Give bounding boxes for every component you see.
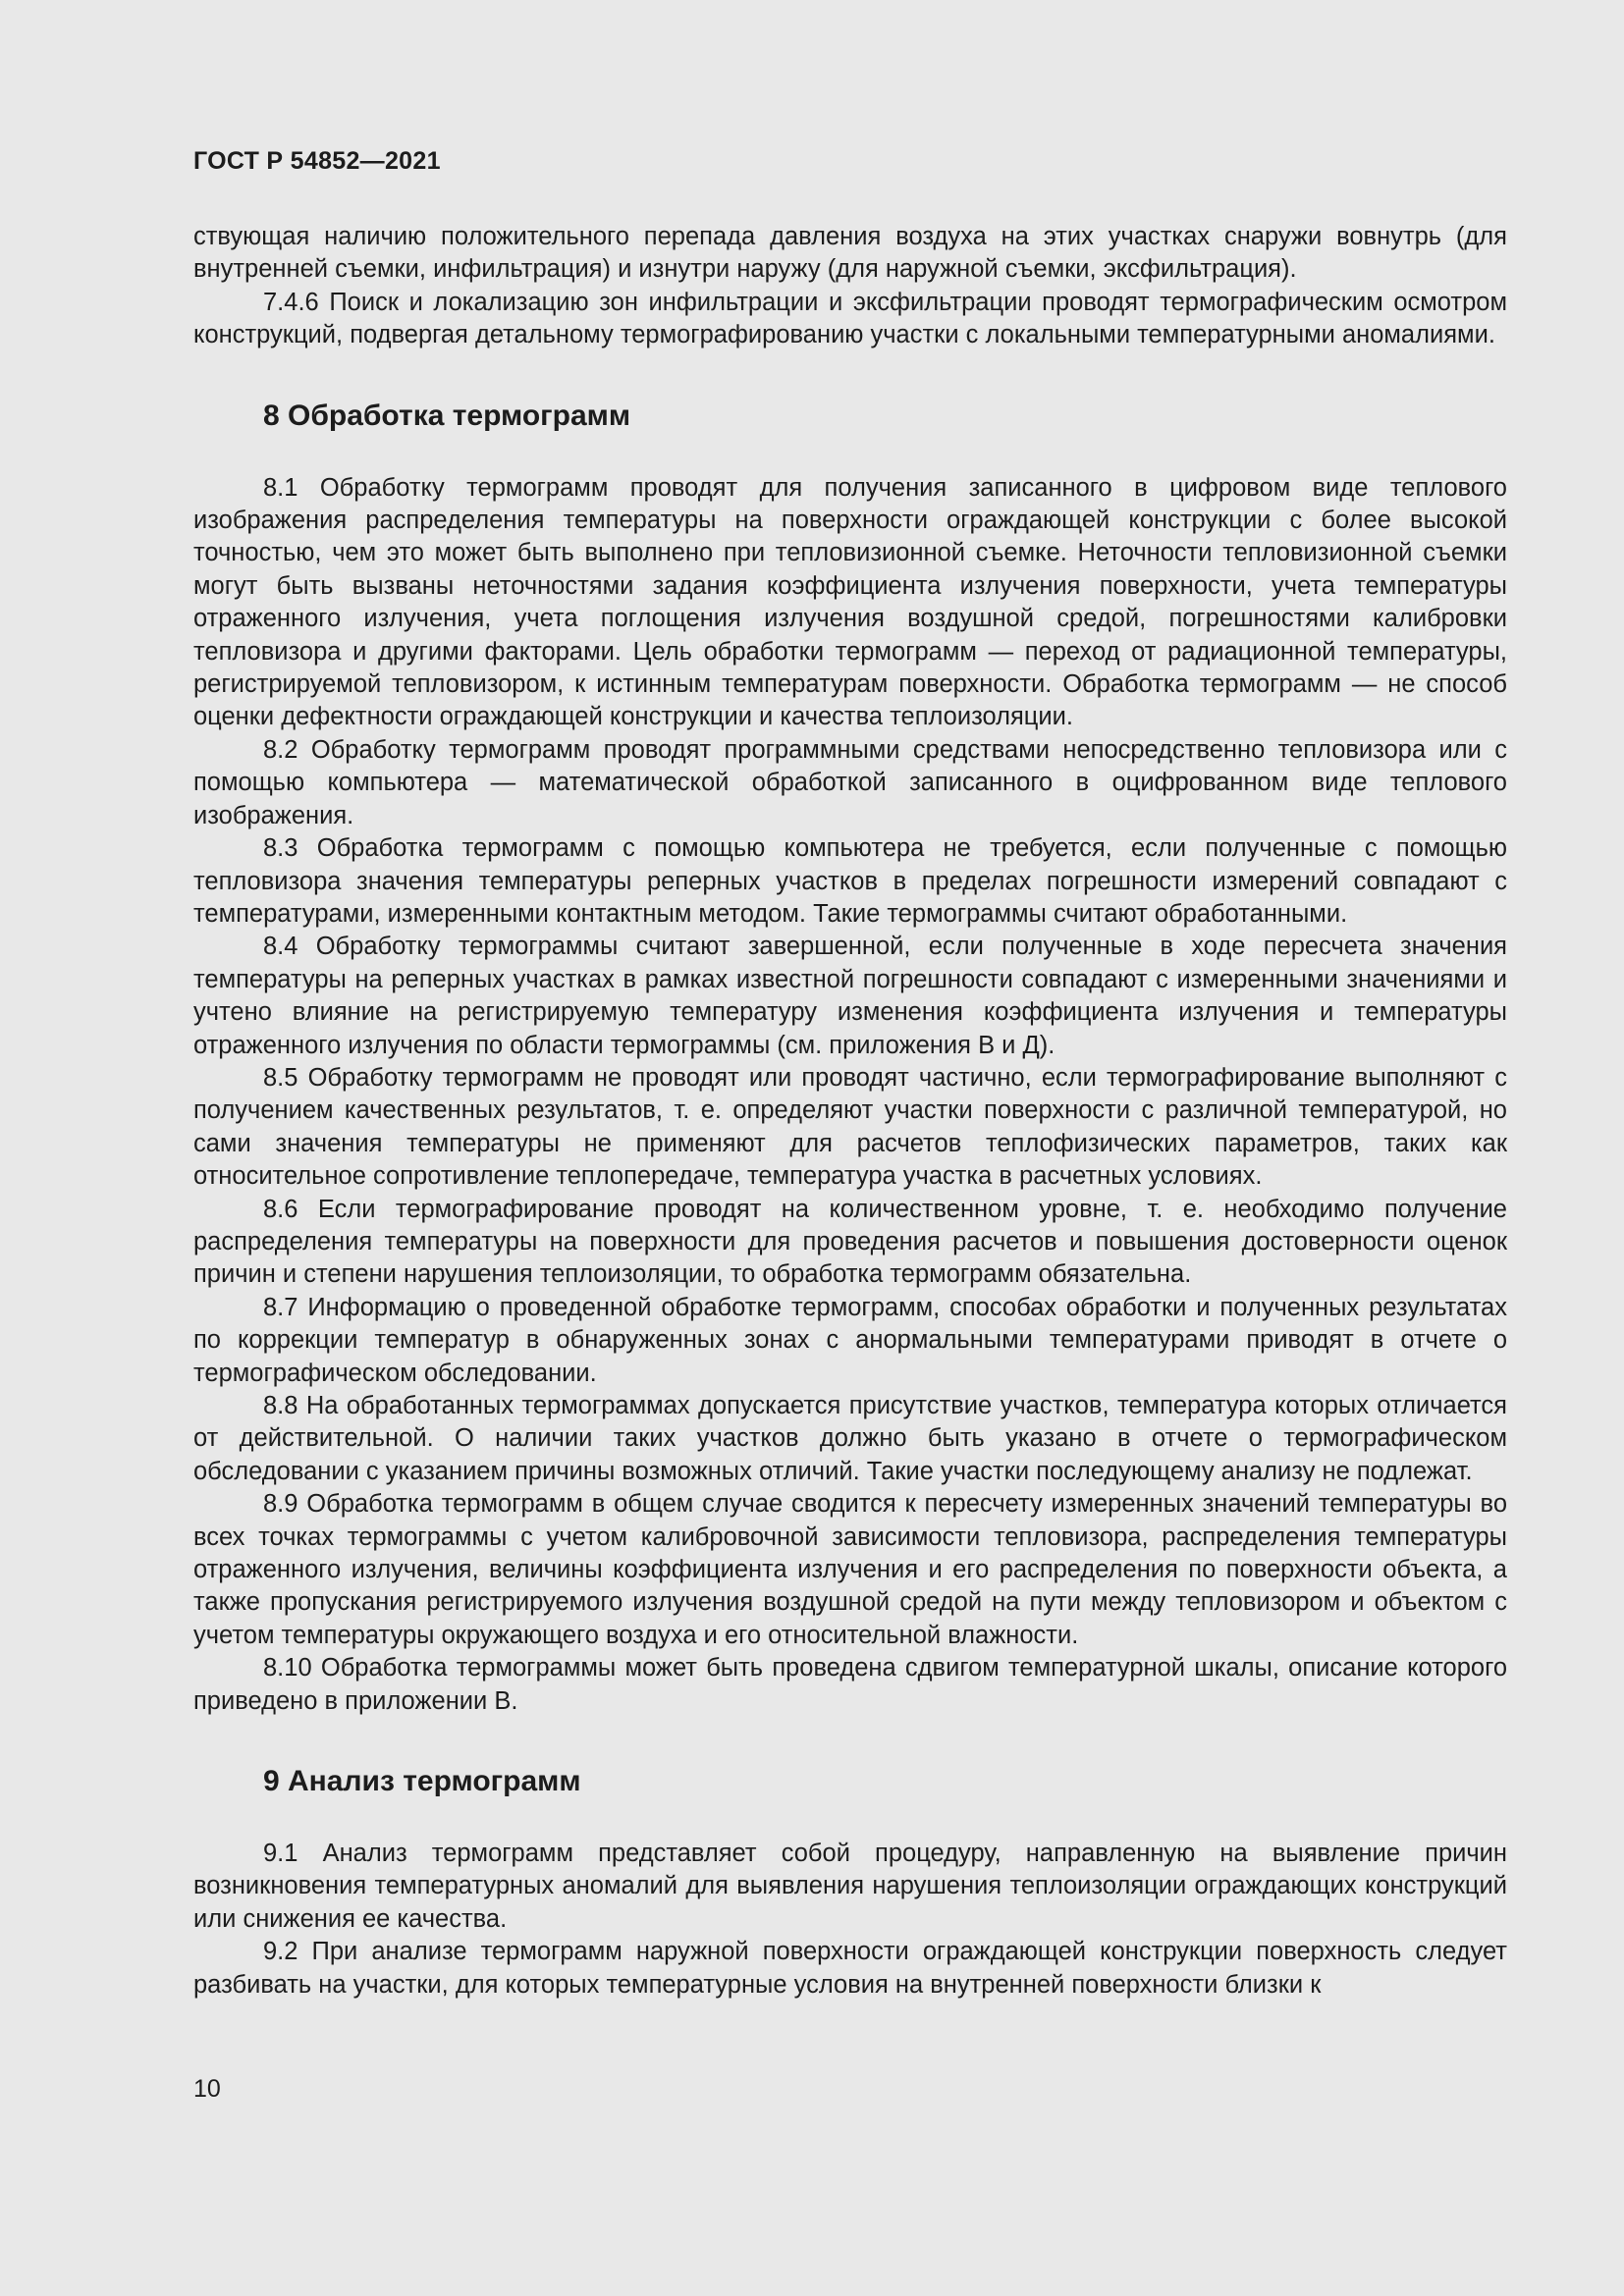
paragraph-9-1: 9.1 Анализ термограмм представляет собой процедуру, направленную на выявление причин возникновения температурных аномалий для выявления нарушения теплоизоляции ограждающих конструкций или снижения ее качества. [193,1840,1507,1933]
paragraph-8-2: 8.2 Обработку термограмм проводят программными средствами непосредственно тепловизора или с помощью компьютера — математической обработкой записанного в оцифрованном виде теплового изображения. [193,735,1507,829]
paragraph-continued: ствующая наличию положительного перепада давления воздуха на этих участках снаружи вовнутрь (для внутренней съемки, инфильтрация) и изнутри наружу (для наружной съемки, эксфильтрация). [193,223,1507,284]
paragraph-8-10: 8.10 Обработка термограммы может быть проведена сдвигом температурной шкалы, описание которого приведено в приложении В. [193,1654,1507,1715]
document-page [193,147,1507,2002]
section-8-heading: 8 Обработка термограмм [263,399,631,432]
paragraph-8-6: 8.6 Если термографирование проводят на количественном уровне, т. е. необходимо получение распределения температуры на поверхности для проведения расчетов и повышения достоверности оценок причин и степени нарушения теплоизоляции, то обработка термограмм обязательна. [193,1195,1507,1289]
paragraph-9-2: 9.2 При анализе термограмм наружной поверхности ограждающей конструкции поверхность следует разбивать на участки, для которых температурные условия на внутренней поверхности близки к [193,1938,1507,1999]
paragraph-7-4-6: 7.4.6 Поиск и локализацию зон инфильтрации и эксфильтрации проводят термографическим осмотром конструкций, подвергая детальному термографированию участки с локальными температурными аномалиями. [193,288,1507,349]
document-header: ГОСТ Р 54852—2021 [193,147,441,175]
paragraph-8-1: 8.1 Обработку термограмм проводят для получения записанного в цифровом виде теплового изображения распределения температуры на поверхности ограждающей конструкции с более высокой точностью, чем это может быть выполнено при тепловизионной съемке. Неточности тепловизионной съемки могут быть вызваны неточностями задания коэффициента излучения поверхности, учета температуры отраженного излучения, учета поглощения излучения воздушной средой, погрешностями калибровки тепловизора и другими факторами. Цель обработки термограмм — переход от радиационной температуры, регистрируемой тепловизором, к истинным температурам поверхности. Обработка термограмм — не способ оценки дефектности ограждающей конструкции и качества теплоизоляции. [193,473,1507,731]
paragraph-8-4: 8.4 Обработку термограммы считают завершенной, если полученные в ходе пересчета значения температуры на реперных участках в рамках известной погрешности совпадают с измеренными значениями и учтено влияние на регистрируемую температуру изменения коэффициента излучения и температуры отраженного излучения по области термограммы (см. приложения В и Д). [193,933,1507,1059]
section-9-heading: 9 Анализ термограмм [263,1765,581,1798]
paragraph-8-7: 8.7 Информацию о проведенной обработке термограмм, способах обработки и полученных результатах по коррекции температур в обнаруженных зонах с анормальными температурами приводят в отчете о термографическом обследовании. [193,1293,1507,1387]
paragraph-8-8: 8.8 На обработанных термограммах допускается присутствие участков, температура которых отличается от действительной. О наличии таких участков должно быть указано в отчете о термографическом обследовании с указанием причины возможных отличий. Такие участки последующему анализу не подлежат. [193,1392,1507,1485]
paragraph-8-9: 8.9 Обработка термограмм в общем случае сводится к пересчету измеренных значений температуры во всех точках термограммы с учетом калибровочной зависимости тепловизора, распределения температуры отраженного излучения, величины коэффициента излучения и его распределения по поверхности объекта, а также пропускания регистрируемого излучения воздушной средой на пути между тепловизором и объектом с учетом температуры окружающего воздуха и его относительной влажности. [193,1490,1507,1649]
paragraph-8-5: 8.5 Обработку термограмм не проводят или проводят частично, если термографирование выполняют с получением качественных результатов, т. е. определяют участки поверхности с различной температурой, но сами значения температуры не применяют для расчетов теплофизических параметров, таких как относительное сопротивление теплопередаче, температура участка в расчетных условиях. [193,1063,1507,1191]
paragraph-8-3: 8.3 Обработка термограмм с помощью компьютера не требуется, если полученные с помощью тепловизора значения температуры реперных участков в пределах погрешности измерений совпадают с температурами, измеренными контактным методом. Такие термограммы считают обработанными. [193,834,1507,928]
page-number: 10 [193,2075,221,2103]
